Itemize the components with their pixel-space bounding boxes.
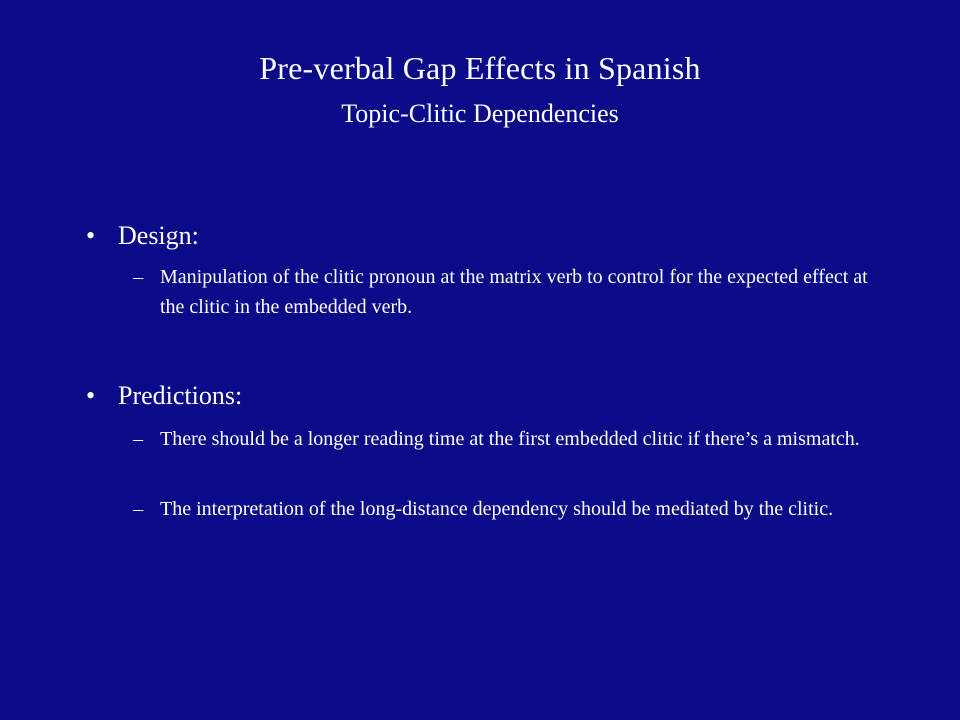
bullet-label: Predictions: [118, 381, 243, 410]
bullet-marker: • [86, 381, 96, 410]
subitem-text: Manipulation of the clitic pronoun at the matrix verb to control for the expected effect at the clitic in the embedded verb. [160, 266, 868, 318]
subitem-marker: – [133, 266, 143, 288]
subitem-marker: – [133, 498, 143, 520]
subitem-text: The interpretation of the long-distance dependency should be mediated by the clitic. [160, 498, 834, 520]
slide-title: Pre-verbal Gap Effects in Spanish [259, 50, 701, 86]
subitem-text: There should be a longer reading time at the first embedded clitic if there’s a mismatch. [160, 428, 860, 450]
bullet-label: Design: [118, 221, 199, 250]
subitem-marker: – [133, 428, 143, 450]
slide-subtitle: Topic-Clitic Dependencies [341, 99, 619, 128]
subitem-predictions-reading-time [133, 424, 877, 454]
bullet-design [86, 220, 199, 252]
subitem-design-manipulation [133, 262, 877, 322]
bullet-marker: • [86, 221, 96, 250]
bullet-predictions [86, 380, 242, 412]
subitem-predictions-interpretation [133, 494, 877, 524]
